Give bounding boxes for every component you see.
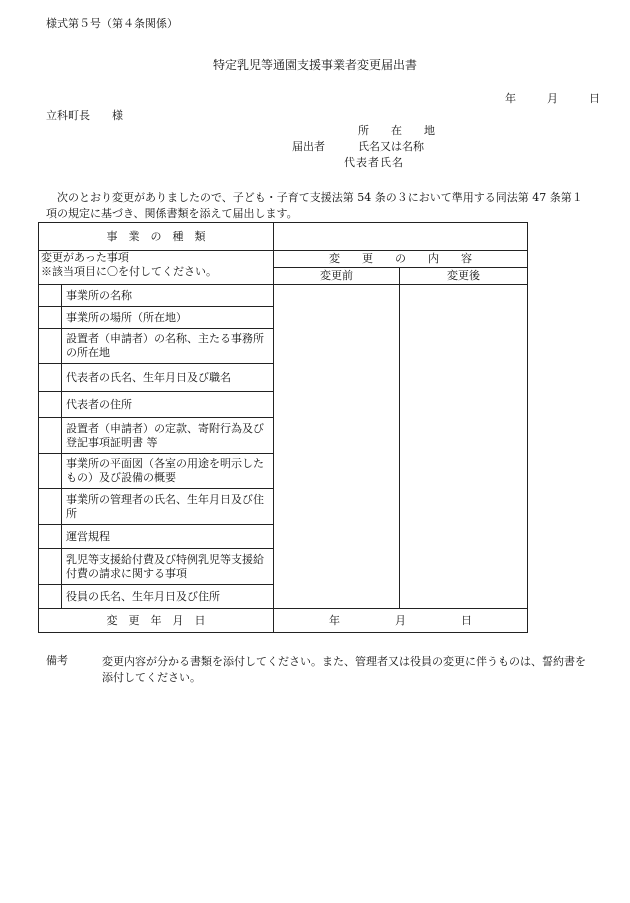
applicant-name-label: 氏名又は名称 xyxy=(358,140,424,153)
check-cell[interactable] xyxy=(39,307,62,329)
business-type-value[interactable] xyxy=(274,223,528,251)
item-label: 乳児等支援給付費及び特例乳児等支援給付費の請求に関する事項 xyxy=(62,549,274,585)
body-text: 次のとおり変更がありましたので、子ども・子育て支援法第 54 条の３において準用する同法第 47 条第１項の規定に基づき、関係書類を添えて届出します。 xyxy=(46,191,583,220)
applicant-rep-label: 代表者氏名 xyxy=(344,156,404,169)
item-label: 運営規程 xyxy=(62,525,274,549)
item-label: 代表者の住所 xyxy=(62,392,274,418)
document-title: 特定乳児等通園支援事業者変更届出書 xyxy=(212,58,417,72)
date-month: 月 xyxy=(547,92,558,105)
change-content-label: 変 更 の 内 容 xyxy=(274,251,528,268)
before-content-cell[interactable] xyxy=(274,285,400,609)
check-cell[interactable] xyxy=(39,329,62,364)
check-cell[interactable] xyxy=(39,392,62,418)
check-cell[interactable] xyxy=(39,489,62,525)
after-label: 変更後 xyxy=(400,268,528,285)
submission-date xyxy=(505,92,600,106)
changed-items-header xyxy=(39,251,274,285)
item-label: 設置者（申請者）の定款、寄附行為及び登記事項証明書 等 xyxy=(62,418,274,454)
item-label: 代表者の氏名、生年月日及び職名 xyxy=(62,364,274,392)
item-label: 事業所の名称 xyxy=(62,285,274,307)
business-type-label: 事 業 の 種 類 xyxy=(39,223,274,251)
check-cell[interactable] xyxy=(39,525,62,549)
remarks-label: 備考 xyxy=(46,654,68,667)
applicant-address-label: 所 在 地 xyxy=(358,124,435,137)
check-cell[interactable] xyxy=(39,454,62,489)
change-form-table xyxy=(38,222,528,633)
applicant-prefix: 届出者 xyxy=(292,140,325,153)
check-cell[interactable] xyxy=(39,364,62,392)
item-label: 事業所の管理者の氏名、生年月日及び住所 xyxy=(62,489,274,525)
check-cell[interactable] xyxy=(39,418,62,454)
changed-items-note: ※該当項目に〇を付してください。 xyxy=(41,265,217,278)
change-date-month: 月 xyxy=(395,613,406,627)
after-content-cell[interactable] xyxy=(400,285,528,609)
item-label: 事業所の場所（所在地） xyxy=(62,307,274,329)
check-cell[interactable] xyxy=(39,585,62,609)
change-date-year: 年 xyxy=(329,613,340,627)
addressee: 立科町長 様 xyxy=(46,109,123,122)
change-date-value[interactable] xyxy=(274,609,528,633)
check-cell[interactable] xyxy=(39,285,62,307)
before-label: 変更前 xyxy=(274,268,400,285)
changed-items-label: 変更があった事項 xyxy=(41,251,129,264)
form-number: 様式第５号（第４条関係） xyxy=(46,17,178,30)
item-label: 設置者（申請者）の名称、主たる事務所の所在地 xyxy=(62,329,274,364)
date-year: 年 xyxy=(505,92,516,105)
change-date-label: 変 更 年 月 日 xyxy=(39,609,274,633)
date-day: 日 xyxy=(589,92,600,105)
remarks-text: 変更内容が分かる書類を添付してください。また、管理者又は役員の変更に伴うものは、誓約書を添付してください。 xyxy=(102,655,586,684)
change-date-day: 日 xyxy=(461,613,472,627)
check-cell[interactable] xyxy=(39,549,62,585)
item-label: 事業所の平面図（各室の用途を明示したもの）及び設備の概要 xyxy=(62,454,274,489)
item-label: 役員の氏名、生年月日及び住所 xyxy=(62,585,274,609)
applicant-block xyxy=(292,124,492,174)
